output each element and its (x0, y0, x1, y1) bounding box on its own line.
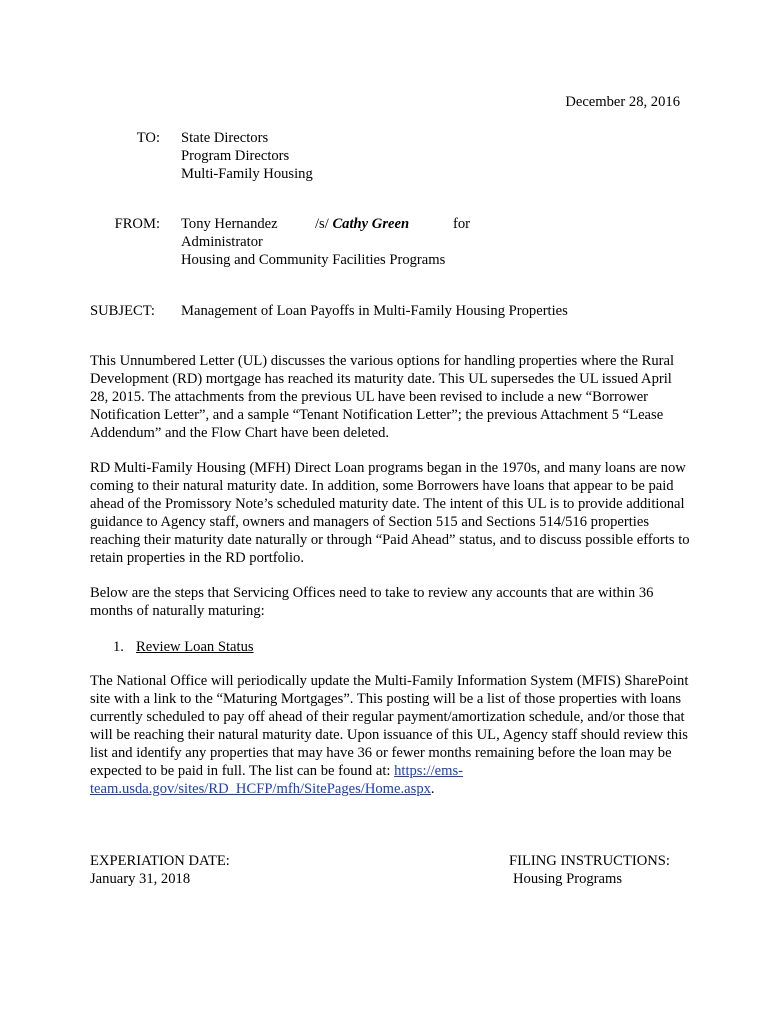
body-paragraph-2 (90, 459, 690, 567)
body-paragraph-1 (90, 352, 690, 442)
link-suffix: . (430, 781, 435, 797)
from-for: for (453, 216, 471, 232)
signature-prefix: /s/ (315, 216, 329, 232)
paragraph-text: Below are the steps that Servicing Offices need to take to review any accounts that are within 36 months of naturally maturing: (90, 585, 654, 619)
paragraph-text-main: The National Office will periodically update the Multi-Family Information System (MFIS) SharePoint site with a link to the “Maturing Mortgages”. This posting will be a list of those properties with loans currently scheduled to pay off ahead of their regular payment/amortization schedule, and/or those that will be reaching their natural maturity date. Upon issuance of this UL, Agency staff should review this list and identify any properties that may have 36 or fewer months remaining before the loan may be expected to be paid in full. The list can be found at: (90, 673, 689, 779)
to-line: State Directors (181, 130, 269, 146)
to-line: Multi-Family Housing (181, 166, 313, 182)
from-line: Housing and Community Facilities Programs (181, 252, 446, 268)
expiration-label: EXPERIATION DATE: (90, 853, 230, 869)
body-paragraph-3 (90, 584, 690, 620)
subject-text: Management of Loan Payoffs in Multi-Family Housing Properties (181, 303, 568, 319)
subject-label: SUBJECT: (90, 303, 155, 319)
from-line: Administrator (181, 234, 263, 250)
to-line: Program Directors (181, 148, 290, 164)
signature (315, 215, 409, 233)
filing-value: Housing Programs (513, 871, 623, 887)
step-title: Review Loan Status (136, 639, 254, 655)
from-name: Tony Hernandez (181, 216, 278, 232)
paragraph-text (90, 672, 690, 798)
memo-date: December 28, 2016 (565, 94, 680, 110)
sharepoint-link[interactable]: https://ems-team.usda.gov/sites/RD_HCFP/mfh/SitePages/Home.aspx (90, 763, 464, 797)
paragraph-text: This Unnumbered Letter (UL) discusses the various options for handling properties where the Rural Development (RD) mortgage has reached its maturity date. This UL supersedes the UL issued April 28, 2015. The attachments from the previous UL have been revised to include a new “Borrower Notification Letter”, and a sample “Tenant Notification Letter”; the previous Attachment 5 “Lease Addendum” and the Flow Chart have been deleted. (90, 353, 675, 441)
to-label: TO: (136, 130, 160, 146)
step-number: 1. (113, 639, 124, 655)
paragraph-text: RD Multi-Family Housing (MFH) Direct Loan programs began in the 1970s, and many loans are now coming to their natural maturity date. In addition, some Borrowers have loans that appear to be paid ahead of the Promissory Note’s scheduled maturity date. The intent of this UL is to provide additional guidance to Agency staff, owners and managers of Section 515 and Sections 514/516 properties reaching their maturity date naturally or through “Paid Ahead” status, and to discuss possible efforts to retain properties in the RD portfolio. (90, 460, 690, 566)
body-paragraph-4 (90, 672, 690, 798)
from-title (181, 233, 445, 269)
to-recipients (181, 129, 313, 183)
signature-name: Cathy Green (332, 216, 410, 232)
expiration-date: January 31, 2018 (90, 871, 191, 887)
filing-label: FILING INSTRUCTIONS: (509, 853, 670, 869)
from-label: FROM: (114, 216, 160, 232)
